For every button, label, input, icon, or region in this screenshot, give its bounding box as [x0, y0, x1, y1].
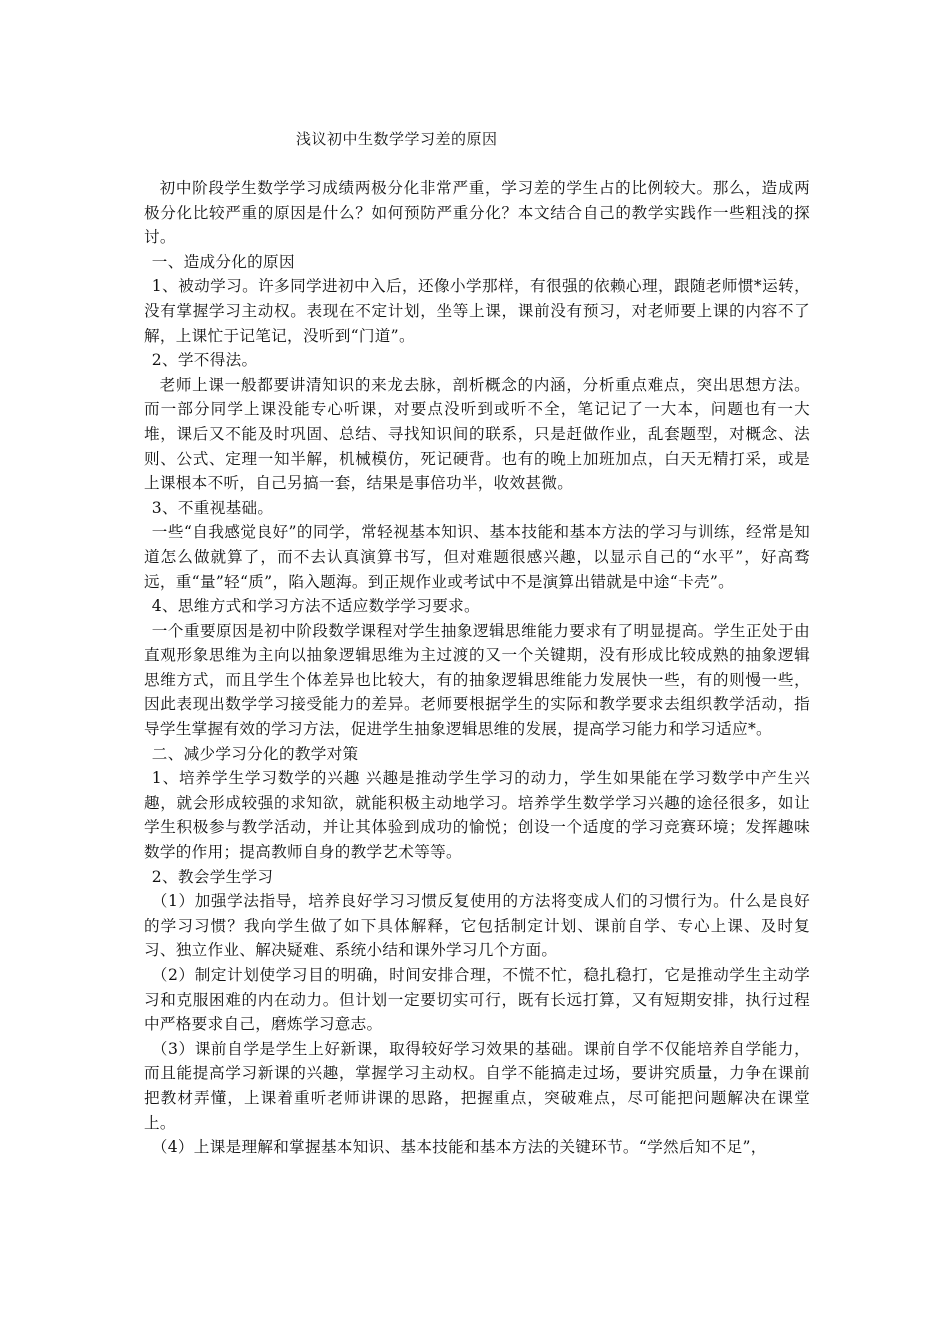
paragraph-thinking: 一个重要原因是初中阶段数学课程对学生抽象逻辑思维能力要求有了明显提高。学生正处于由直观形象思维为主向以抽象逻辑思维为主过渡的又一个关键期，没有形成比较成熟的抽象逻辑思维方式，而且学生个体差异也比较大，有的抽象逻辑思维能力发展快一些，有的则慢一些，因此表现出数学学习接受能力的差异。老师要根据学生的实际和教学要求去组织教学活动，指导学生掌握有效的学习方法，促进学生抽象逻辑思维的发展，提高学习能力和学习适应*。: [144, 621, 810, 739]
intro-paragraph: 初中阶段学生数学学习成绩两极分化非常严重，学习差的学生占的比例较大。那么，造成两极分化比较严重的原因是什么？如何预防严重分化？本文结合自己的教学实践作一些粗浅的探讨。: [144, 179, 810, 247]
subheading-basics: 3、不重视基础。: [151, 498, 274, 517]
document-title: 浅议初中生数学学习差的原因: [296, 130, 498, 148]
paragraph-item-4: （4）上课是理解和掌握基本知识、基本技能和基本方法的关键环节。“学然后知不足”，: [151, 1138, 767, 1157]
paragraph-method: 老师上课一般都要讲清知识的来龙去脉，剖析概念的内涵，分析重点难点，突出思想方法。而一部分同学上课没能专心听课，对要点没听到或听不全，笔记记了一大本，问题也有一大堆，课后又不能及时巩固、总结、寻找知识间的联系，只是赶做作业，乱套题型，对概念、法则、公式、定理一知半解，机械模仿，死记硬背。也有的晚上加班加点，白天无精打采，或是上课根本不听，自己另搞一套，结果是事倍功半，收效甚微。: [144, 375, 810, 493]
paragraph-item-2: （2）制定计划使学习目的明确，时间安排合理，不慌不忙，稳扎稳打，它是推动学生主动学习和克服困难的内在动力。但计划一定要切实可行，既有长远打算，又有短期安排，执行过程中严格要求自己，磨炼学习意志。: [144, 966, 810, 1034]
document-body: [144, 176, 810, 1160]
paragraph-passive-learning: 1、被动学习。许多同学进初中入后，还像小学那样，有很强的依赖心理，跟随老师惯*运转，没有掌握学习主动权。表现在不定计划，坐等上课，课前没有预习，对老师要上课的内容不了解，上课忙于记笔记，没听到“门道”。: [144, 277, 810, 345]
subheading-thinking: 4、思维方式和学习方法不适应数学学习要求。: [151, 597, 480, 616]
paragraph-item-3: （3）课前自学是学生上好新课，取得较好学习效果的基础。课前自学不仅能培养自学能力，而且能提高学习新课的兴趣，掌握学习主动权。自学不能搞走过场，要讲究质量，力争在课前把教材弄懂，上课着重听老师讲课的思路，把握重点，突破难点，尽可能把问题解决在课堂上。: [144, 1039, 810, 1132]
paragraph-interest: 1、培养学生学习数学的兴趣 兴趣是推动学生学习的动力，学生如果能在学习数学中产生兴趣，就会形成较强的求知欲，就能积极主动地学习。培养学生数学学习兴趣的途径很多，如让学生积极参与教学活动，并让其体验到成功的愉悦；创设一个适度的学习竞赛环境；发挥趣味数学的作用；提高教师自身的教学艺术等等。: [144, 769, 810, 862]
subheading-teach-learning: 2、教会学生学习: [151, 867, 274, 886]
section-heading-2: 二、减少学习分化的教学对策: [151, 744, 359, 763]
paragraph-basics: 一些“自我感觉良好”的同学，常轻视基本知识、基本技能和基本方法的学习与训练，经常是知道怎么做就算了，而不去认真演算书写，但对难题很感兴趣，以显示自己的“水平”，好高骛远，重“量”轻“质”，陷入题海。到正规作业或考试中不是演算出错就是中途“卡壳”。: [144, 523, 810, 591]
paragraph-item-1: （1）加强学法指导，培养良好学习习惯反复使用的方法将变成人们的习惯行为。什么是良好的学习习惯？我向学生做了如下具体解释，它包括制定计划、课前自学、专心上课、及时复习、独立作业、解决疑难、系统小结和课外学习几个方面。: [144, 892, 810, 960]
section-heading-1: 一、造成分化的原因: [151, 252, 295, 271]
subheading-method: 2、学不得法。: [151, 351, 258, 370]
